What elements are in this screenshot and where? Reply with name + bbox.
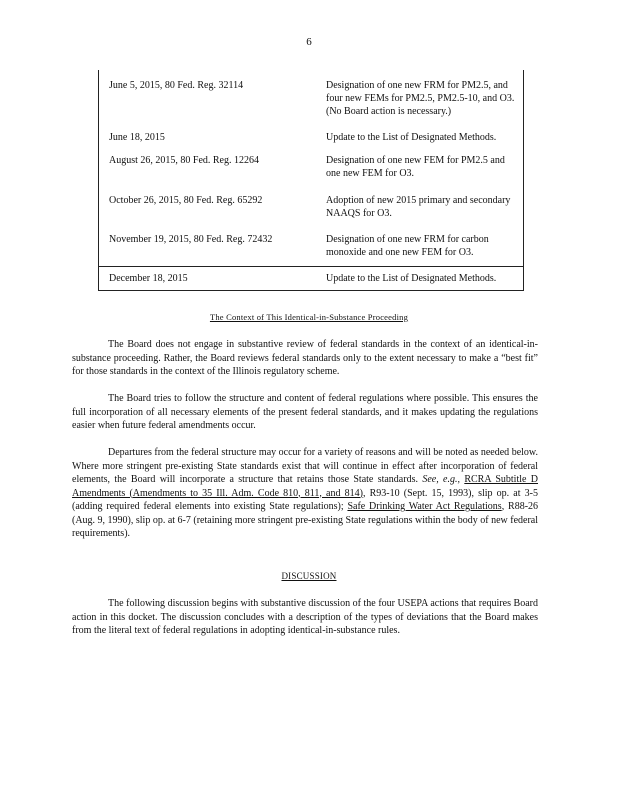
table-cell-date: August 26, 2015, 80 Fed. Reg. 12264 (109, 155, 259, 166)
table-cell-action: Designation of one new FRM for PM2.5, and four new FEMs for PM2.5, PM2.5-10, and O3. (No Board action is necessary.) (326, 80, 515, 117)
paragraph-best-fit: The Board does not engage in substantive review of federal standards in the context of an identical-in-substance proceeding. Rather, the Board reviews federal standards only to the extent necessary to make a “best fit” for those standards in the context of the Illinois regulatory scheme. (72, 339, 538, 377)
paragraph-structure: The Board tries to follow the structure and content of federal regulations where possible. This ensures the full incorporation of all necessary elements of the present federal standards, and it makes updating the regulations easier when future federal amendments occur. (72, 393, 538, 431)
federal-actions-table (98, 70, 524, 291)
table-cell-action: Designation of one new FEM for PM2.5 and one new FEM for O3. (326, 155, 505, 179)
table-cell-action: Update to the List of Designated Methods. (326, 266, 524, 290)
paragraph-departures (72, 446, 538, 541)
page-number: 6 (306, 36, 312, 48)
table-cell-date: November 19, 2015, 80 Fed. Reg. 72432 (109, 234, 273, 245)
citation-sdwa: Safe Drinking Water Act Regulations (347, 501, 502, 512)
table-cell-action: Designation of one new FRM for carbon monoxide and one new FEM for O3. (326, 234, 489, 258)
table-cell-date: October 26, 2015, 80 Fed. Reg. 65292 (109, 195, 263, 206)
paragraph-discussion: The following discussion begins with substantive discussion of the four USEPA actions that requires Board action in this docket. The discussion concludes with a description of the types of deviations that the Board makes from the literal text of federal regulations in adopting identical-in-substance rules. (72, 598, 538, 636)
table-row (99, 266, 524, 290)
table-cell-action: Adoption of new 2015 primary and secondary NAAQS for O3. (326, 195, 511, 219)
table-row (99, 233, 524, 266)
table-row (99, 194, 524, 233)
citation-rcra: RCRA Subtitle D Amendments (Amendments to 35 Ill. Adm. Code 810, 811, and 814) (72, 474, 539, 499)
table-cell-date: December 18, 2015 (99, 266, 327, 290)
context-heading: The Context of This Identical-in-Substance Proceeding (209, 312, 409, 322)
table-row (99, 154, 524, 194)
table-row (99, 131, 524, 154)
paragraph-text: , R93-10 (Sept. 15, 1993), slip op. at 3-5 (adding required federal elements into existing State regulations); (72, 487, 538, 512)
paragraph-text: Departures from the federal structure may occur for a variety of reasons and will be noted as needed below. Where more stringent pre-existing State standards exist that will continue in effect after incorporation of federal elements, the Board will incorporate a structure that retains those State standards. (72, 447, 538, 485)
discussion-heading: DISCUSSION (281, 571, 337, 581)
citation-signal: See, e.g., (422, 474, 460, 485)
paragraph-text: , R88-26 (Aug. 9, 1990), slip op. at 6-7 (retaining more stringent pre-existing State regulations within the body of new federal requirements). (72, 501, 539, 539)
table-cell-date: June 5, 2015, 80 Fed. Reg. 32114 (109, 80, 244, 91)
table-cell-date: June 18, 2015 (109, 132, 165, 143)
table-row (99, 70, 524, 131)
table-cell-action: Update to the List of Designated Methods. (326, 132, 497, 143)
